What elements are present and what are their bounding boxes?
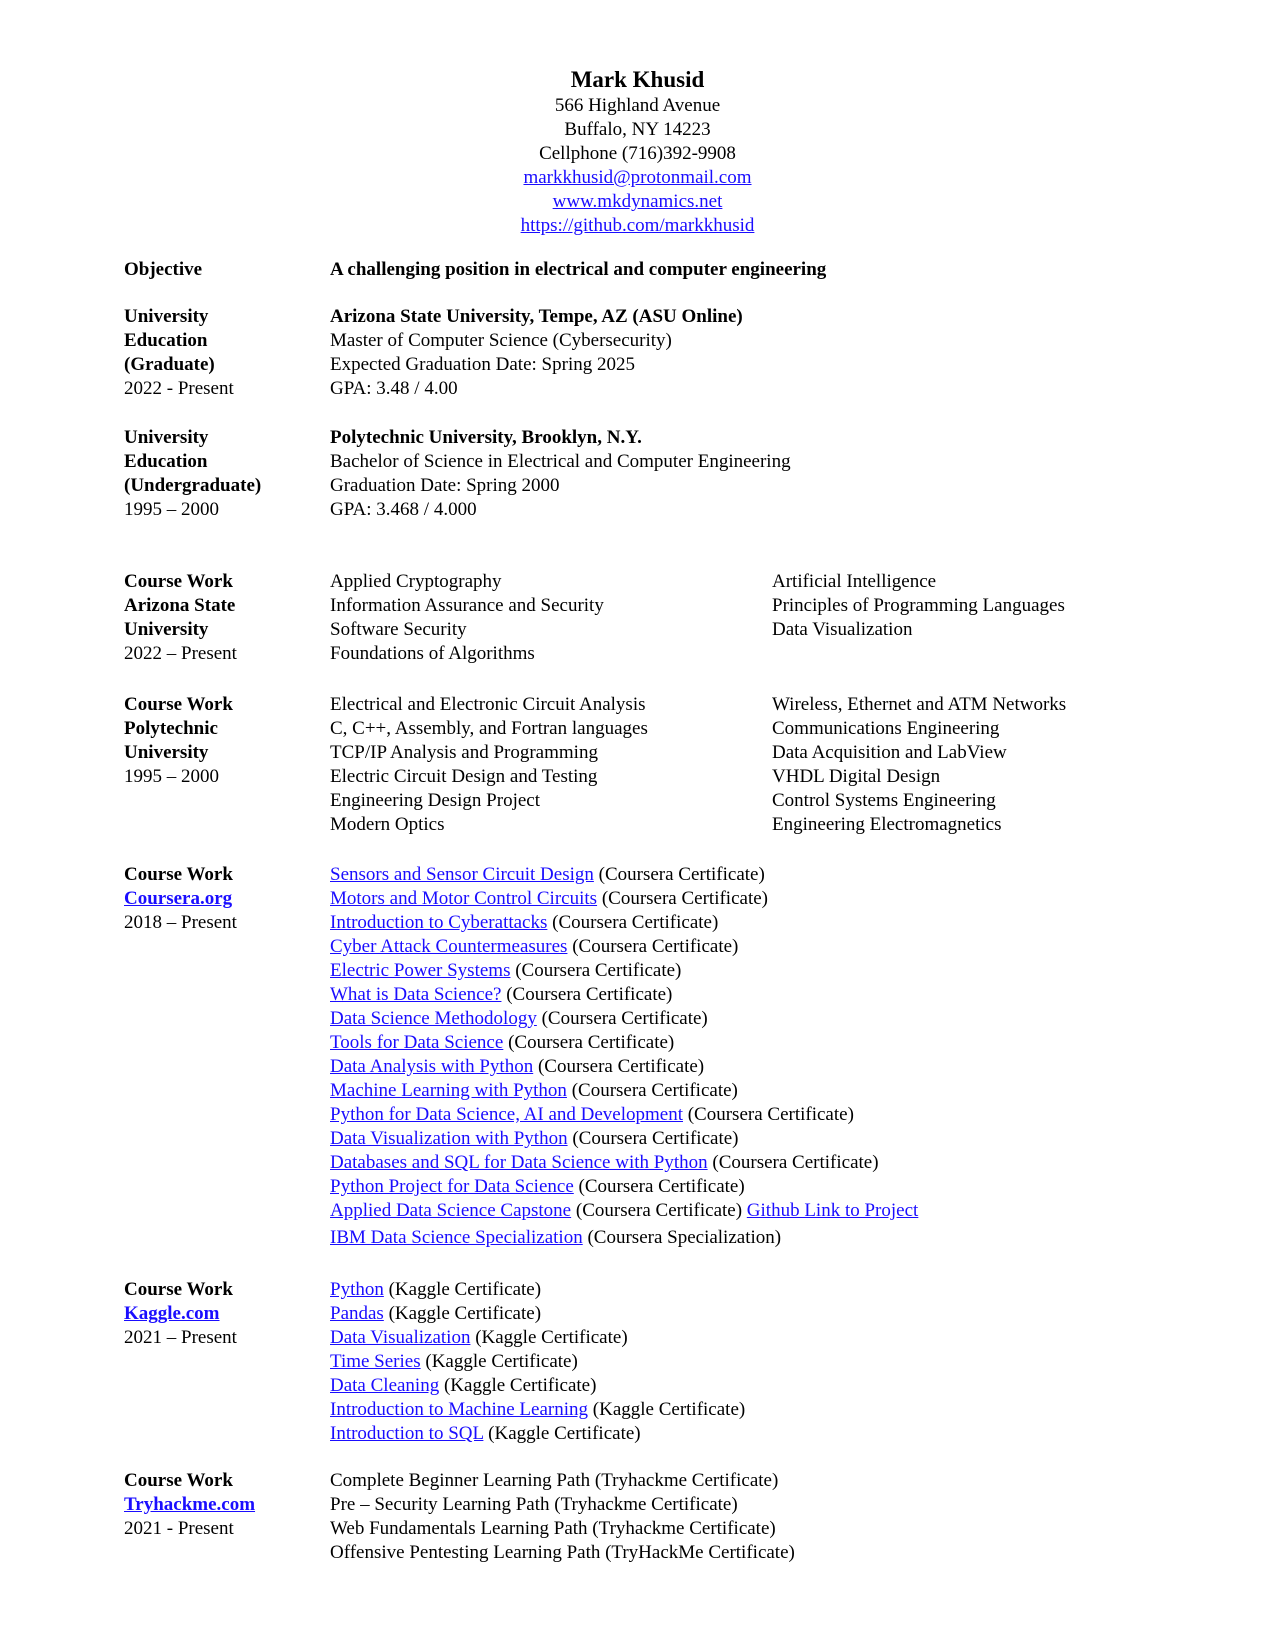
certificate-suffix: (Coursera Certificate) (567, 936, 739, 957)
section-years: 2021 - Present (124, 1518, 234, 1539)
certificate-item (330, 1031, 918, 1055)
certificate-suffix: (Coursera Certificate) (501, 984, 673, 1005)
certificate-suffix: (Kaggle Certificate) (588, 1399, 746, 1420)
certificate-suffix: (Kaggle Certificate) (470, 1327, 628, 1348)
course-link[interactable]: Data Visualization (330, 1327, 471, 1348)
certificate-item (330, 1007, 918, 1031)
course-link[interactable]: Data Science Methodology (330, 1008, 537, 1029)
certificate-suffix: (Coursera Certificate) (593, 864, 765, 885)
course-link[interactable]: Data Visualization with Python (330, 1128, 568, 1149)
certificate-item (330, 1079, 918, 1103)
objective-text: A challenging position in electrical and computer engineering (330, 259, 827, 280)
course-link[interactable]: Cyber Attack Countermeasures (330, 936, 568, 957)
github-link[interactable]: https://github.com/markkhusid (520, 215, 755, 236)
course-link[interactable]: Python Project for Data Science (330, 1176, 574, 1197)
course-item: Artificial Intelligence (772, 571, 937, 592)
course-link[interactable]: IBM Data Science Specialization (330, 1227, 583, 1248)
certificate-item (330, 863, 918, 887)
course-link[interactable]: Data Analysis with Python (330, 1056, 534, 1077)
course-link[interactable]: Pandas (330, 1303, 384, 1324)
certificate-suffix: (Coursera Certificate) (597, 888, 768, 909)
certificate-item (330, 1278, 745, 1302)
certificate-item (330, 1127, 918, 1151)
objective-label: Objective (124, 259, 203, 280)
certificate-suffix: (Coursera Certificate) (547, 912, 719, 933)
certificate-item: Complete Beginner Learning Path (Tryhackme Certificate) (330, 1470, 779, 1491)
course-link[interactable]: Introduction to SQL (330, 1423, 484, 1444)
certificate-item (330, 1175, 918, 1199)
certificate-item (330, 1151, 918, 1175)
course-item: Applied Cryptography (330, 571, 502, 592)
candidate-name: Mark Khusid (570, 67, 705, 92)
section-label: Polytechnic (124, 718, 218, 739)
section-label: Course Work (124, 1470, 233, 1491)
phone-number: Cellphone (716)392-9908 (539, 143, 736, 164)
website-link[interactable]: www.mkdynamics.net (552, 191, 723, 212)
course-item: Data Acquisition and LabView (772, 742, 1007, 763)
course-link[interactable]: Machine Learning with Python (330, 1080, 567, 1101)
section-label: (Undergraduate) (124, 475, 262, 496)
certificate-suffix: (Coursera Certificate) (503, 1032, 675, 1053)
course-item: Wireless, Ethernet and ATM Networks (772, 694, 1067, 715)
course-link[interactable]: Introduction to Machine Learning (330, 1399, 589, 1420)
certificate-suffix: (Kaggle Certificate) (420, 1351, 578, 1372)
certificate-item (330, 887, 918, 911)
email-link[interactable]: markkhusid@protonmail.com (523, 167, 752, 188)
resume-header (0, 66, 1275, 238)
certificate-item: Web Fundamentals Learning Path (Tryhackme Certificate) (330, 1518, 776, 1539)
certificate-item (330, 1422, 745, 1446)
course-item: Information Assurance and Security (330, 595, 604, 616)
gpa: GPA: 3.468 / 4.000 (330, 499, 477, 520)
course-item: C, C++, Assembly, and Fortran languages (330, 718, 648, 739)
address-line-2: Buffalo, NY 14223 (564, 119, 711, 140)
certificate-suffix: (Coursera Certificate) (566, 1080, 738, 1101)
certificate-suffix: (Coursera Specialization) (582, 1227, 782, 1248)
github-project-link[interactable]: Github Link to Project (746, 1200, 919, 1221)
degree: Master of Computer Science (Cybersecurity) (330, 330, 672, 351)
certificate-item (330, 1326, 745, 1350)
certificate-item (330, 935, 918, 959)
section-label: Course Work (124, 1279, 233, 1300)
course-item: Modern Optics (330, 814, 445, 835)
certificate-item (330, 959, 918, 983)
section-label: Course Work (124, 864, 233, 885)
tryhackme-link[interactable]: Tryhackme.com (124, 1494, 256, 1515)
certificate-item (330, 1302, 745, 1326)
course-item: Principles of Programming Languages (772, 595, 1065, 616)
section-years: 1995 – 2000 (124, 766, 219, 787)
course-link[interactable]: What is Data Science? (330, 984, 502, 1005)
course-item: VHDL Digital Design (772, 766, 941, 787)
section-label: University (124, 619, 209, 640)
certificate-suffix: (Coursera Certificate) (567, 1128, 739, 1149)
certificate-suffix: (Kaggle Certificate) (483, 1423, 641, 1444)
course-link[interactable]: Applied Data Science Capstone (330, 1200, 572, 1221)
address-line-1: 566 Highland Avenue (554, 95, 721, 116)
certificate-suffix: (Kaggle Certificate) (439, 1375, 597, 1396)
section-label: Course Work (124, 571, 233, 592)
section-label: Course Work (124, 694, 233, 715)
certificate-item: Pre – Security Learning Path (Tryhackme Certificate) (330, 1494, 738, 1515)
certificate-suffix: (Coursera Certificate) (536, 1008, 708, 1029)
course-link[interactable]: Tools for Data Science (330, 1032, 504, 1053)
certificate-suffix: (Coursera Certificate) (510, 960, 682, 981)
certificate-item (330, 1055, 918, 1079)
course-link[interactable]: Introduction to Cyberattacks (330, 912, 548, 933)
course-item: Software Security (330, 619, 467, 640)
course-link[interactable]: Databases and SQL for Data Science with Python (330, 1152, 708, 1173)
course-item: Communications Engineering (772, 718, 1000, 739)
course-item: TCP/IP Analysis and Programming (330, 742, 598, 763)
certificate-item (330, 1223, 918, 1253)
course-link[interactable]: Data Cleaning (330, 1375, 440, 1396)
section-years: 1995 – 2000 (124, 499, 219, 520)
certificate-item (330, 1350, 745, 1374)
certificate-suffix: (Coursera Certificate) (707, 1152, 879, 1173)
course-item: Foundations of Algorithms (330, 643, 535, 664)
certificate-item (330, 983, 918, 1007)
section-label: (Graduate) (124, 354, 215, 375)
course-link[interactable]: Python for Data Science, AI and Development (330, 1104, 683, 1125)
certificate-suffix: (Kaggle Certificate) (383, 1303, 542, 1324)
certificate-item: Offensive Pentesting Learning Path (TryHackMe Certificate) (330, 1542, 795, 1563)
course-item: Engineering Electromagnetics (772, 814, 1002, 835)
certificate-suffix: (Coursera Certificate) (682, 1104, 854, 1125)
coursera-link[interactable]: Coursera.org (124, 888, 233, 909)
course-link[interactable]: Time Series (330, 1351, 421, 1372)
course-item: Electric Circuit Design and Testing (330, 766, 598, 787)
graduation-date: Graduation Date: Spring 2000 (330, 475, 560, 496)
section-label: Arizona State (124, 595, 236, 616)
school-name: Arizona State University, Tempe, AZ (ASU Online) (330, 306, 743, 327)
section-years: 2018 – Present (124, 912, 237, 933)
section-label: Education (124, 451, 208, 472)
section-label: University (124, 306, 209, 327)
course-item: Electrical and Electronic Circuit Analysis (330, 694, 646, 715)
section-label: University (124, 427, 209, 448)
section-years: 2022 - Present (124, 378, 234, 399)
course-item: Data Visualization (772, 619, 913, 640)
certificate-item (330, 1103, 918, 1127)
section-label: Education (124, 330, 208, 351)
course-item: Control Systems Engineering (772, 790, 996, 811)
section-label: University (124, 742, 209, 763)
certificate-item (330, 1199, 918, 1223)
degree: Bachelor of Science in Electrical and Computer Engineering (330, 451, 791, 472)
section-years: 2022 – Present (124, 643, 237, 664)
certificate-item (330, 1374, 745, 1398)
certificate-suffix: (Coursera Certificate) (533, 1056, 705, 1077)
certificate-suffix: (Coursera Certificate) (571, 1200, 747, 1221)
certificate-item (330, 911, 918, 935)
certificate-item (330, 1398, 745, 1422)
course-link[interactable]: Motors and Motor Control Circuits (330, 888, 598, 909)
course-link[interactable]: Python (330, 1279, 384, 1300)
course-item: Engineering Design Project (330, 790, 541, 811)
school-name: Polytechnic University, Brooklyn, N.Y. (330, 427, 642, 448)
course-link[interactable]: Electric Power Systems (330, 960, 511, 981)
section-years: 2021 – Present (124, 1327, 237, 1348)
kaggle-link[interactable]: Kaggle.com (124, 1303, 220, 1324)
gpa: GPA: 3.48 / 4.00 (330, 378, 458, 399)
graduation-date: Expected Graduation Date: Spring 2025 (330, 354, 635, 375)
certificate-suffix: (Coursera Certificate) (573, 1176, 745, 1197)
certificate-suffix: (Kaggle Certificate) (383, 1279, 542, 1300)
course-link[interactable]: Sensors and Sensor Circuit Design (330, 864, 594, 885)
